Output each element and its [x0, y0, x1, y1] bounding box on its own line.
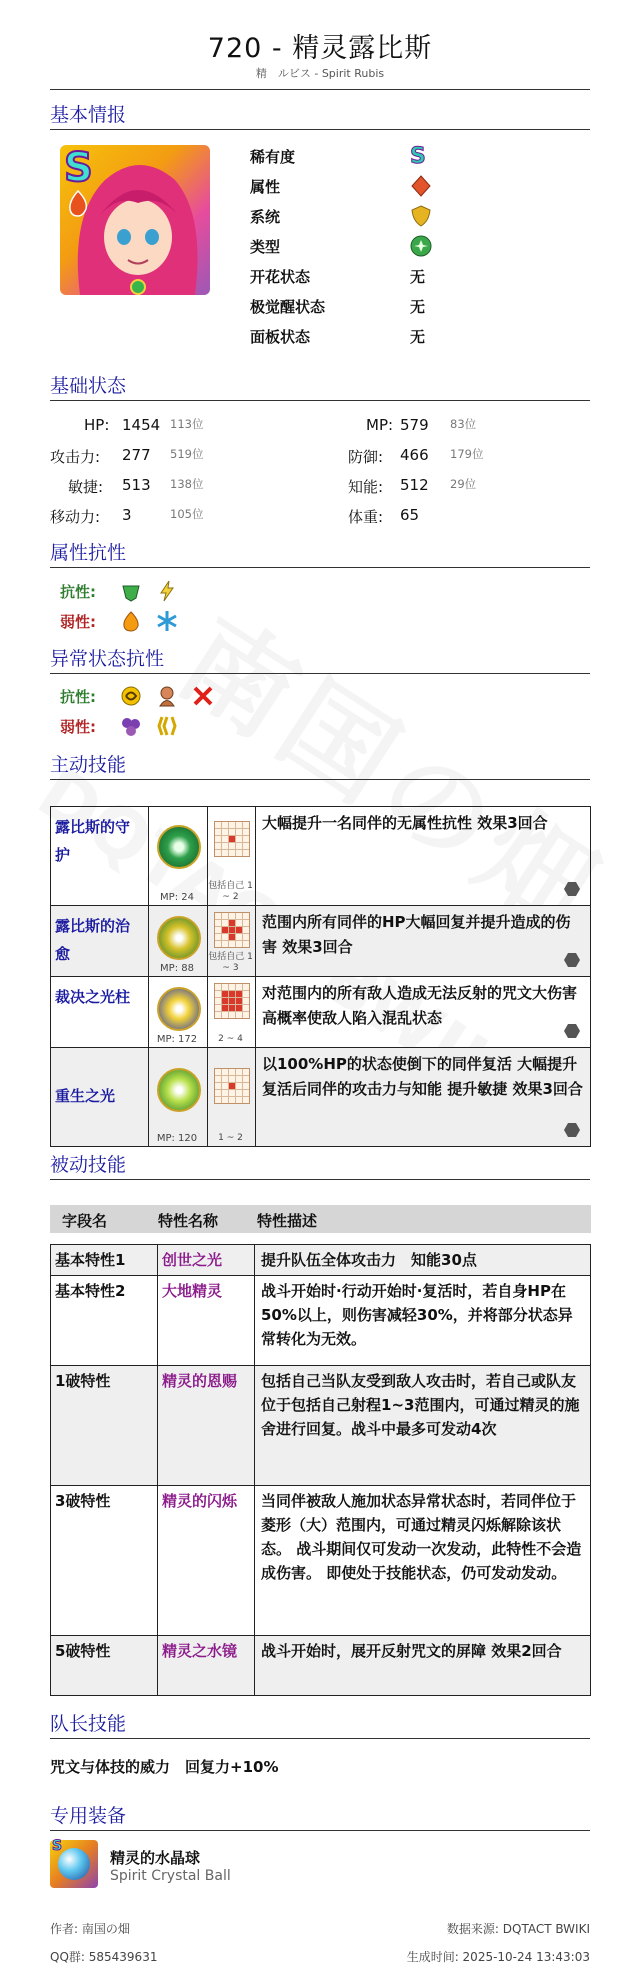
equipment-name-en: Spirit Crystal Ball: [110, 1868, 231, 1884]
hp-rank: 113位: [170, 417, 204, 431]
flame-icon: [66, 189, 90, 217]
mp-rank: 83位: [450, 417, 477, 431]
skill-description: 大幅提升一名同伴的无属性抗性 效果3回合: [262, 814, 548, 832]
hp-value: 1454: [122, 416, 161, 434]
range-grid-icon: [214, 1068, 250, 1104]
skill-name: 露比斯的治愈: [51, 906, 149, 977]
weight-value: 65: [400, 506, 420, 524]
rarity-label: 稀有度: [250, 148, 296, 166]
system-shield-icon: [410, 205, 432, 227]
hexagon-icon: [564, 1023, 580, 1039]
skill-range: 1 ~ 2: [218, 1133, 243, 1143]
passive-name: 精灵的闪烁: [158, 1486, 255, 1636]
skill-icon-cell: [149, 977, 208, 1048]
passive-name: 大地精灵: [158, 1276, 255, 1366]
skill-desc-cell: [256, 977, 591, 1048]
skill-name: 裁决之光柱: [51, 977, 149, 1048]
passive-table-header: [50, 1205, 591, 1233]
rarity-s-icon: S: [410, 144, 426, 169]
skill-icon-cell: [149, 1048, 208, 1147]
skill-desc-cell: [256, 807, 591, 906]
skill-name: 重生之光: [51, 1048, 149, 1147]
earth-element-icon: [120, 580, 142, 602]
section-title: 基本情报: [50, 104, 127, 126]
ice-element-icon: [156, 610, 178, 632]
leader-skill-text: 咒文与体技的威力 回复力+10%: [50, 1758, 279, 1776]
page-subtitle: 精 ルビス - Spirit Rubis: [255, 67, 385, 80]
skill-description: 范围内所有同伴的HP大幅回复并提升造成的伤害 效果3回合: [262, 913, 571, 956]
lightning-element-icon: [156, 580, 178, 602]
section-status-resist: [50, 643, 590, 674]
skill-desc-cell: [256, 906, 591, 977]
skill-row[interactable]: [51, 906, 591, 977]
footer-source: 数据来源: DQTACT BWIKI: [446, 1922, 590, 1936]
passive-desc: 提升队伍全体攻击力 知能30点: [255, 1245, 591, 1276]
panel-value: 无: [410, 328, 426, 346]
skill-range: 包括自己 1 ~ 2: [208, 881, 253, 902]
skill-range: 包括自己 1 ~ 3: [208, 952, 253, 973]
equip-rarity-badge: S: [52, 1838, 63, 1854]
passive-row: [51, 1245, 591, 1276]
revive-skill-icon: [157, 1068, 201, 1112]
passive-field: 基本特性2: [51, 1276, 158, 1366]
skill-range-cell: [208, 906, 256, 977]
intelligence-rank: 29位: [450, 477, 477, 491]
range-grid-icon: [214, 983, 250, 1019]
type-label: 类型: [250, 238, 281, 256]
passive-name: 创世之光: [158, 1245, 255, 1276]
move-rank: 105位: [170, 507, 204, 521]
bloom-label: 开花状态: [250, 268, 311, 286]
skill-range-cell: [208, 977, 256, 1048]
section-passive-skills: [50, 1149, 590, 1180]
passive-name: 精灵之水镜: [158, 1636, 255, 1696]
confuse-status-icon: [120, 685, 142, 707]
element-label: 属性: [250, 178, 281, 196]
skill-desc-cell: [256, 1048, 591, 1147]
attack-rank: 519位: [170, 447, 204, 461]
weight-label: 体重:: [348, 508, 384, 526]
intelligence-label: 知能:: [348, 478, 384, 496]
section-title: 队长技能: [50, 1713, 127, 1735]
skill-icon-cell: [149, 807, 208, 906]
passive-desc: 战斗开始时·行动开始时·复活时，若自身HP在50%以上，则伤害减轻30%，并将部分状态异常转化为无效。: [255, 1276, 591, 1366]
paralysis-status-icon: [156, 715, 178, 737]
passive-row: [51, 1486, 591, 1636]
skill-mp: MP: 24: [160, 892, 194, 903]
passive-desc: 当同伴被敌人施加状态异常状态时，若同伴位于菱形（大）范围内，可通过精灵闪烁解除该状态。 战斗期间仅可发动一次发动，此特性不会造成伤害。 即使处于技能状态，仍可发动发动。: [255, 1486, 591, 1636]
title-divider: [50, 89, 590, 90]
skill-icon-cell: [149, 906, 208, 977]
type-green-icon: [410, 235, 432, 257]
hexagon-icon: [564, 952, 580, 968]
panel-label: 面板状态: [250, 328, 311, 346]
hexagon-icon: [564, 881, 580, 897]
col-name-header: 特性名称: [158, 1212, 219, 1230]
passive-skills-table: [50, 1244, 591, 1696]
section-title: 基础状态: [50, 375, 127, 397]
character-portrait: [60, 145, 210, 295]
defense-rank: 179位: [450, 447, 484, 461]
passive-row: [51, 1366, 591, 1486]
section-title: 被动技能: [50, 1154, 127, 1176]
agility-rank: 138位: [170, 477, 204, 491]
skill-name: 露比斯的守护: [51, 807, 149, 906]
passive-desc: 战斗开始时，展开反射咒文的屏障 效果2回合: [255, 1636, 591, 1696]
heal-skill-icon: [157, 916, 201, 960]
section-title: 专用装备: [50, 1805, 127, 1827]
skill-range: 2 ~ 4: [218, 1034, 243, 1044]
footer-author: 作者: 南国の畑: [50, 1922, 130, 1936]
mp-label: MP:: [366, 416, 394, 434]
skill-row[interactable]: [51, 1048, 591, 1147]
weak-label: 弱性:: [60, 718, 96, 736]
section-title: 主动技能: [50, 754, 127, 776]
section-basic-info: [50, 99, 590, 130]
footer-generated: 生成时间: 2025-10-24 13:43:03: [406, 1950, 590, 1964]
section-leader-skill: [50, 1708, 590, 1739]
skill-description: 以100%HP的状态使倒下的同伴复活 大幅提升复活后同伴的攻击力与知能 提升敏捷 效果3回合: [262, 1055, 583, 1098]
skill-mp: MP: 172: [156, 1034, 198, 1045]
equipment-icon: [50, 1840, 98, 1888]
section-title: 异常状态抗性: [50, 648, 165, 670]
skill-row[interactable]: [51, 977, 591, 1048]
skill-row[interactable]: [51, 807, 591, 906]
section-active-skills: [50, 749, 590, 780]
passive-field: 基本特性1: [51, 1245, 158, 1276]
green-skill-icon: [157, 825, 201, 869]
attack-label: 攻击力:: [50, 448, 101, 466]
resist-label: 抗性:: [60, 583, 96, 601]
passive-row: [51, 1276, 591, 1366]
seal-status-icon: [192, 685, 214, 707]
passive-field: 5破特性: [51, 1636, 158, 1696]
range-grid-icon: [214, 821, 250, 857]
fire-element-icon: [410, 175, 432, 197]
system-label: 系统: [250, 208, 281, 226]
active-skills-table: [50, 806, 591, 1147]
equipment-name: 精灵的水晶球: [110, 1849, 201, 1867]
section-exclusive-equip: [50, 1800, 590, 1831]
poison-status-icon: [120, 715, 142, 737]
passive-desc: 包括自己当队友受到敌人攻击时，若自己或队友位于包括自己射程1~3范围内，可通过精灵的施舍进行回复。战斗中最多可发动4次: [255, 1366, 591, 1486]
col-field-header: 字段名: [62, 1212, 108, 1230]
intelligence-value: 512: [400, 476, 429, 494]
passive-field: 3破特性: [51, 1486, 158, 1636]
section-title: 属性抗性: [50, 542, 127, 564]
attack-value: 277: [122, 446, 151, 464]
awaken-value: 无: [410, 298, 426, 316]
passive-field: 1破特性: [51, 1366, 158, 1486]
range-grid-icon: [214, 912, 250, 948]
hp-label: HP:: [84, 416, 110, 434]
passive-row: [51, 1636, 591, 1696]
passive-name: 精灵的恩赐: [158, 1366, 255, 1486]
resist-label: 抗性:: [60, 688, 96, 706]
skill-mp: MP: 120: [156, 1133, 198, 1144]
agility-value: 513: [122, 476, 151, 494]
section-base-stats: [50, 370, 590, 401]
col-desc-header: 特性描述: [257, 1212, 318, 1230]
skill-range-cell: [208, 1048, 256, 1147]
hexagon-icon: [564, 1122, 580, 1138]
charm-status-icon: [156, 685, 178, 707]
judgment-skill-icon: [157, 987, 201, 1031]
defense-value: 466: [400, 446, 429, 464]
skill-description: 对范围内的所有敌人造成无法反射的咒文大伤害 高概率使敌人陷入混乱状态: [262, 984, 578, 1027]
section-element-resist: [50, 537, 590, 568]
rarity-badge: S: [64, 145, 93, 191]
agility-label: 敏捷:: [68, 478, 104, 496]
move-label: 移动力:: [50, 508, 101, 526]
awaken-label: 极觉醒状态: [250, 298, 326, 316]
bloom-value: 无: [410, 268, 426, 286]
page-title: 720 - 精灵露比斯: [207, 33, 433, 64]
skill-range-cell: [208, 807, 256, 906]
fire-element-icon: [120, 610, 142, 632]
mp-value: 579: [400, 416, 429, 434]
footer-qq: QQ群: 585439631: [50, 1950, 158, 1964]
skill-mp: MP: 88: [160, 963, 194, 974]
crystal-ball-icon: [58, 1848, 90, 1880]
move-value: 3: [122, 506, 132, 524]
weak-label: 弱性:: [60, 613, 96, 631]
defense-label: 防御:: [348, 448, 384, 466]
